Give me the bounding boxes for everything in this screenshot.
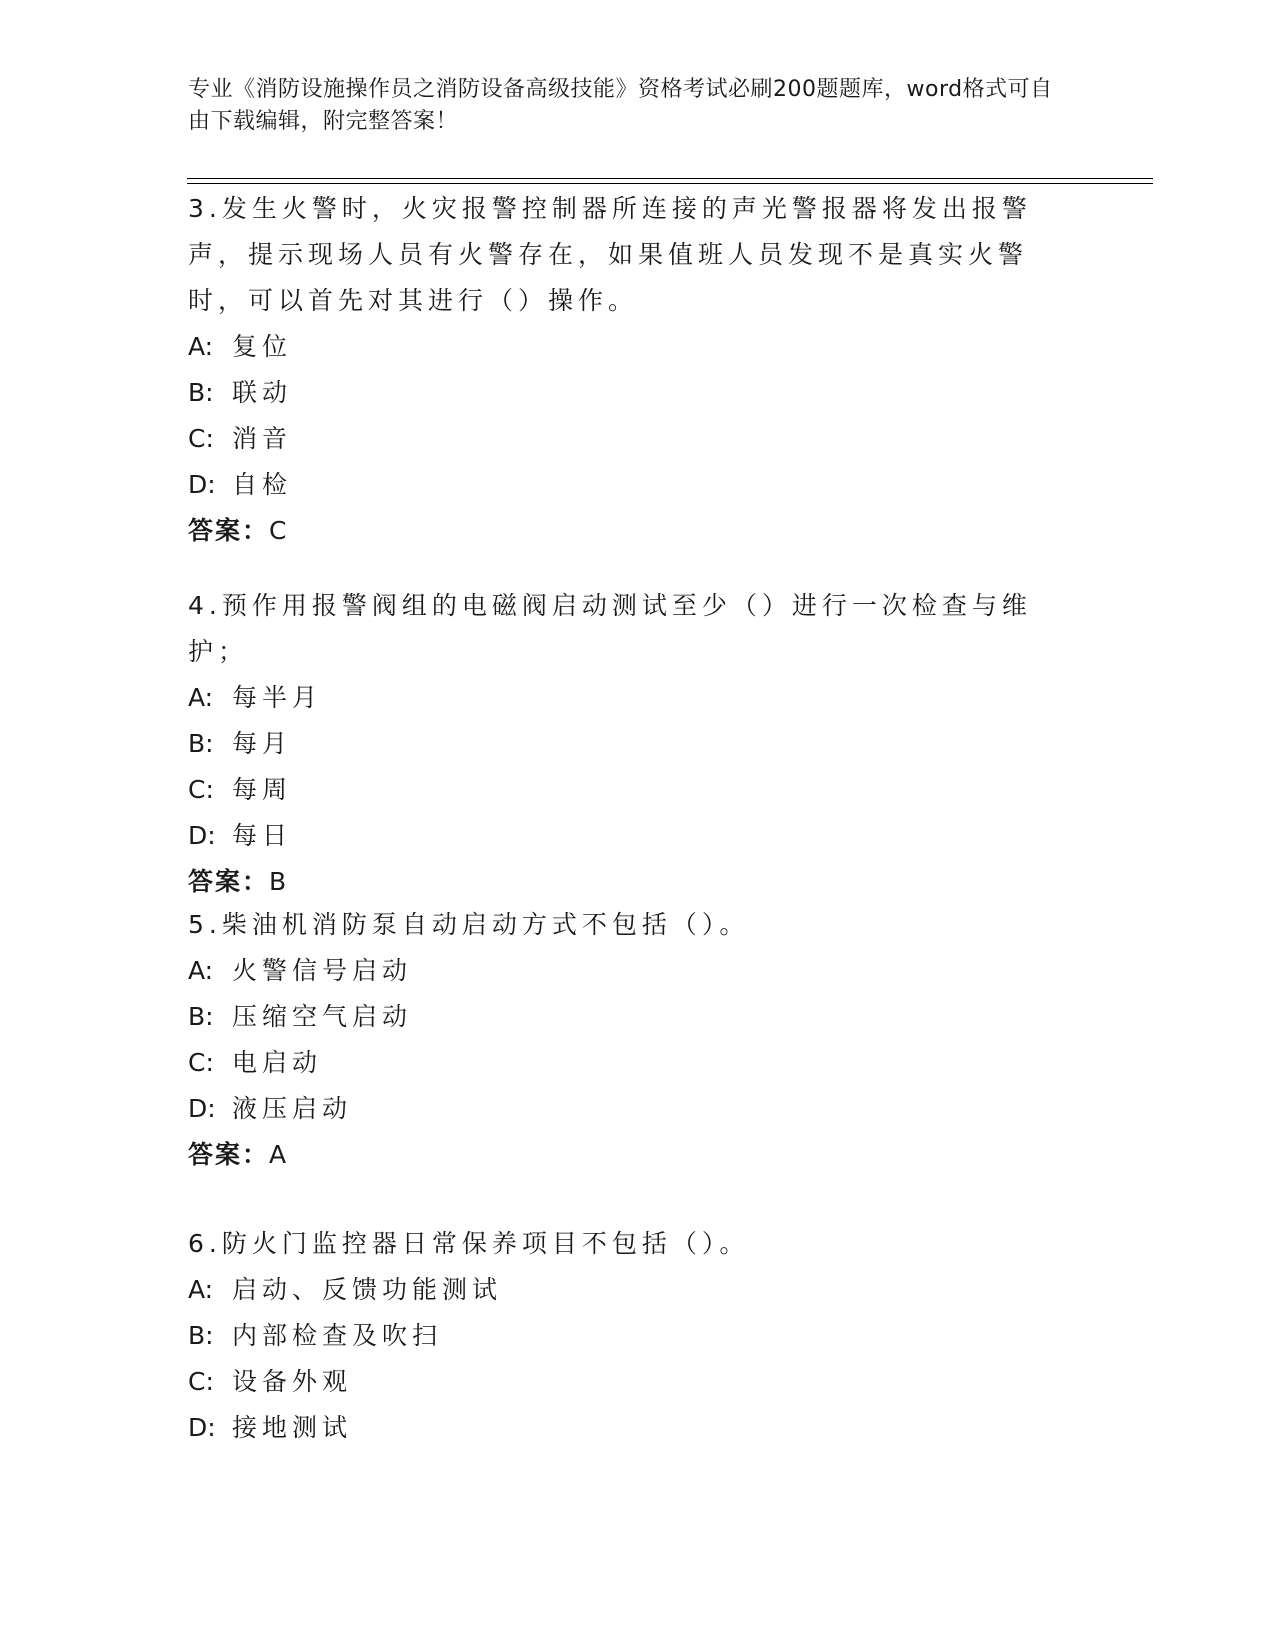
option-c bbox=[188, 1040, 1068, 1086]
option-c bbox=[188, 767, 1068, 813]
option-a bbox=[188, 324, 1068, 370]
option-text: 自检 bbox=[232, 470, 293, 499]
document-header: 专业《消防设施操作员之消防设备高级技能》资格考试必刷200题题库，word格式可自由下载编辑，附完整答案！ bbox=[188, 77, 1053, 134]
option-letter: D: bbox=[188, 821, 216, 850]
option-text: 液压启动 bbox=[232, 1094, 353, 1123]
answer-label: 答案： bbox=[188, 1140, 270, 1169]
question-text: 4.预作用报警阀组的电磁阀启动测试至少（）进行一次检查与维护； bbox=[188, 591, 1032, 666]
option-letter: C: bbox=[188, 1048, 214, 1077]
option-text: 联动 bbox=[232, 378, 293, 407]
option-letter: A: bbox=[188, 332, 214, 361]
option-c bbox=[188, 416, 1068, 462]
option-c bbox=[188, 1359, 1068, 1405]
option-b bbox=[188, 1313, 1068, 1359]
option-text: 火警信号启动 bbox=[232, 956, 413, 985]
option-letter: C: bbox=[188, 424, 214, 453]
answer-line bbox=[188, 859, 1068, 905]
question-block bbox=[188, 902, 1068, 1178]
option-a bbox=[188, 675, 1068, 721]
option-letter: A: bbox=[188, 1275, 214, 1304]
option-d bbox=[188, 1086, 1068, 1132]
question-block bbox=[188, 583, 1068, 905]
option-letter: D: bbox=[188, 1413, 216, 1442]
question-text: 5.柴油机消防泵自动启动方式不包括（）。 bbox=[188, 910, 750, 939]
answer-line bbox=[188, 1132, 1068, 1178]
option-d bbox=[188, 462, 1068, 508]
option-letter: C: bbox=[188, 1367, 214, 1396]
option-text: 压缩空气启动 bbox=[232, 1002, 413, 1031]
option-b bbox=[188, 721, 1068, 767]
option-a bbox=[188, 1267, 1068, 1313]
header-divider-top bbox=[187, 178, 1153, 179]
option-letter: A: bbox=[188, 956, 214, 985]
option-letter: D: bbox=[188, 1094, 216, 1123]
option-letter: D: bbox=[188, 470, 216, 499]
option-text: 每半月 bbox=[232, 683, 323, 712]
option-text: 设备外观 bbox=[232, 1367, 353, 1396]
question-block bbox=[188, 1221, 1068, 1451]
option-text: 接地测试 bbox=[232, 1413, 353, 1442]
question-text: 6.防火门监控器日常保养项目不包括（）。 bbox=[188, 1229, 750, 1258]
option-letter: C: bbox=[188, 775, 214, 804]
option-text: 每日 bbox=[232, 821, 293, 850]
option-letter: B: bbox=[188, 1002, 214, 1031]
option-text: 启动、反馈功能测试 bbox=[232, 1275, 503, 1304]
option-letter: B: bbox=[188, 729, 214, 758]
option-letter: B: bbox=[188, 1321, 214, 1350]
question-text: 3.发生火警时，火灾报警控制器所连接的声光警报器将发出报警声，提示现场人员有火警存在，如果值班人员发现不是真实火警时，可以首先对其进行（）操作。 bbox=[188, 194, 1032, 315]
option-text: 消音 bbox=[232, 424, 293, 453]
option-text: 每周 bbox=[232, 775, 293, 804]
answer-label: 答案： bbox=[188, 867, 270, 896]
option-d bbox=[188, 1405, 1068, 1451]
question-block bbox=[188, 186, 1068, 554]
option-text: 电启动 bbox=[232, 1048, 323, 1077]
answer-value: A bbox=[269, 1140, 287, 1169]
option-text: 内部检查及吹扫 bbox=[232, 1321, 443, 1350]
answer-value: C bbox=[269, 516, 287, 545]
option-b bbox=[188, 370, 1068, 416]
option-text: 每月 bbox=[232, 729, 293, 758]
option-letter: A: bbox=[188, 683, 214, 712]
option-a bbox=[188, 948, 1068, 994]
option-d bbox=[188, 813, 1068, 859]
option-letter: B: bbox=[188, 378, 214, 407]
option-text: 复位 bbox=[232, 332, 293, 361]
answer-label: 答案： bbox=[188, 516, 270, 545]
answer-line bbox=[188, 508, 1068, 554]
header-divider-bottom bbox=[187, 183, 1153, 184]
option-b bbox=[188, 994, 1068, 1040]
answer-value: B bbox=[269, 867, 287, 896]
